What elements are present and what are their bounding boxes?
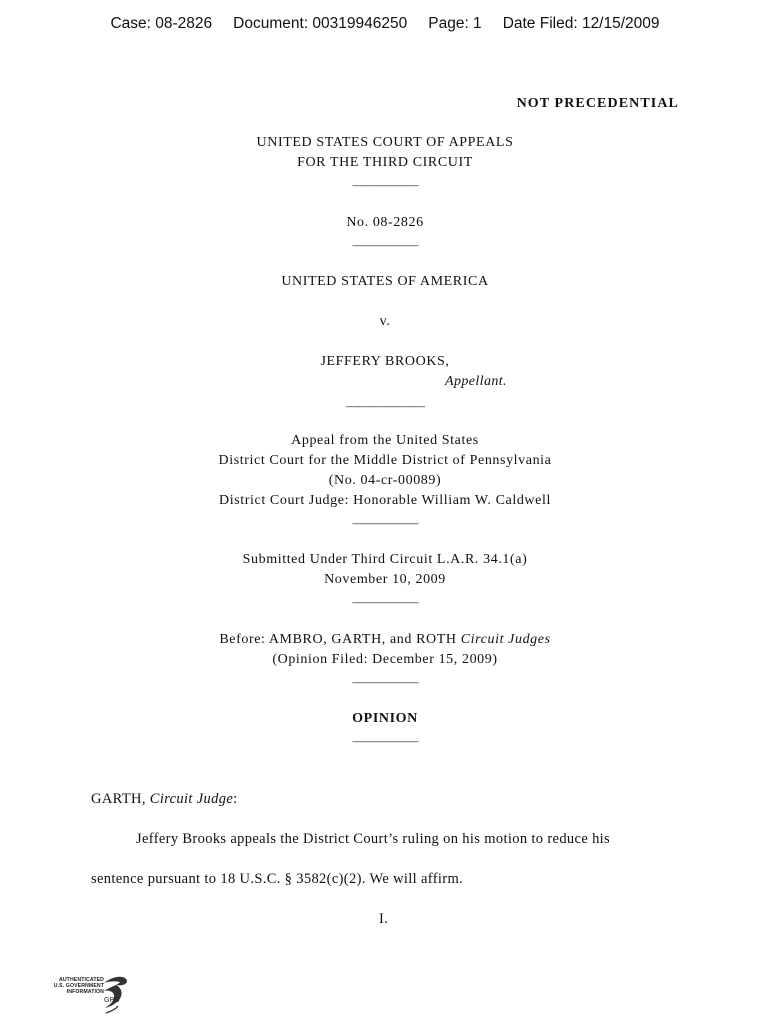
gpo-authenticated-logo <box>44 973 130 1017</box>
document-number-stamp: Document: 00319946250 <box>233 15 408 32</box>
author-name: GARTH, <box>91 791 146 807</box>
author-colon: : <box>233 791 238 807</box>
submission-date: November 10, 2009 <box>324 572 446 587</box>
plaintiff-name: UNITED STATES OF AMERICA <box>281 274 489 289</box>
divider-rule: —————— <box>346 399 424 414</box>
section-heading: I. <box>379 911 389 927</box>
divider-rule: ————— <box>352 675 418 690</box>
panel-title: Circuit Judges <box>460 632 551 647</box>
gpo-mark: GPO <box>104 997 120 1004</box>
eagle-swoosh-icon <box>100 973 130 1017</box>
divider-rule: ————— <box>352 734 418 749</box>
gpo-logo-line3: INFORMATION <box>66 989 104 995</box>
divider-rule: ————— <box>352 595 418 610</box>
submission-line1: Submitted Under Third Circuit L.A.R. 34.1(a) <box>242 552 528 567</box>
case-number-stamp: Case: 08-2826 <box>110 15 213 32</box>
appeal-info-line2: District Court for the Middle District of Pennsylvania <box>218 453 552 468</box>
appeal-info-line3: (No. 04-cr-00089) <box>328 473 442 488</box>
page-number-stamp: Page: 1 <box>428 15 482 32</box>
date-filed-stamp: Date Filed: 12/15/2009 <box>502 15 660 32</box>
court-name-line1: UNITED STATES COURT OF APPEALS <box>256 135 514 150</box>
appeal-info-line1: Appeal from the United States <box>291 433 479 448</box>
author-title: Circuit Judge <box>149 791 234 807</box>
panel-before: Before: AMBRO, GARTH, and ROTH <box>219 632 457 647</box>
divider-rule: ————— <box>352 238 418 253</box>
not-precedential-label: NOT PRECEDENTIAL <box>516 96 679 111</box>
panel-judges <box>0 630 770 650</box>
paragraph-line: sentence pursuant to 18 U.S.C. § 3582(c)(2). We will affirm. <box>91 871 464 887</box>
filing-header <box>0 15 770 33</box>
court-name-line2: FOR THE THIRD CIRCUIT <box>297 155 473 170</box>
paragraph-line: Jeffery Brooks appeals the District Court’s ruling on his motion to reduce his <box>136 831 611 847</box>
appeal-info-line4: District Court Judge: Honorable William W. Caldwell <box>219 493 551 508</box>
opinion-heading: OPINION <box>352 711 418 726</box>
divider-rule: ————— <box>352 516 418 531</box>
divider-rule: ————— <box>352 178 418 193</box>
gpo-logo-line2: U.S. GOVERNMENT <box>53 983 104 989</box>
appellant-role: Appellant. <box>445 374 507 389</box>
gpo-logo-line1: AUTHENTICATED <box>58 977 104 983</box>
opinion-filed-date: (Opinion Filed: December 15, 2009) <box>272 652 498 667</box>
case-number: No. 08-2826 <box>346 215 424 230</box>
opinion-author <box>91 789 238 809</box>
defendant-name: JEFFERY BROOKS, <box>320 354 450 369</box>
gpo-logo-text <box>44 977 104 995</box>
versus: v. <box>379 314 391 329</box>
